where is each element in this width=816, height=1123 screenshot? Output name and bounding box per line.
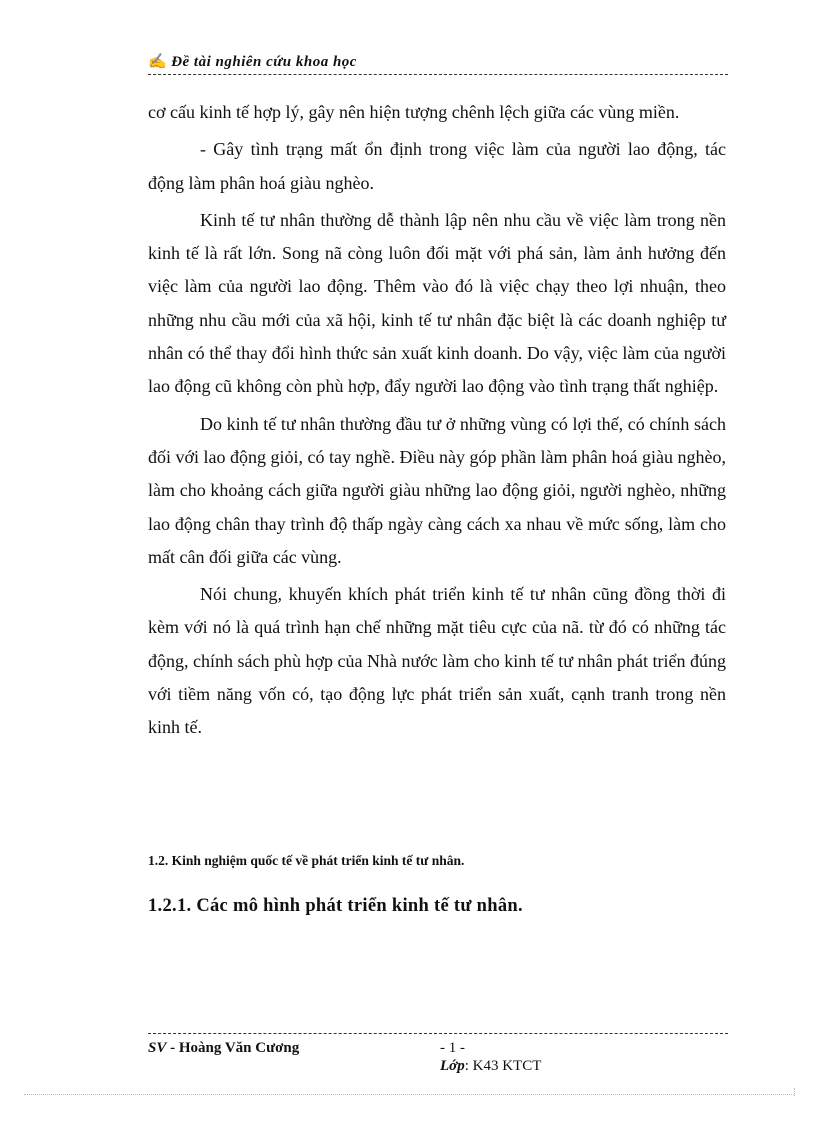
subsection-heading: 1.2.1. Các mô hình phát triển kinh tế tư nhân.: [148, 896, 523, 916]
page-number: - 1 -: [440, 1040, 465, 1056]
header-title-line: [148, 52, 357, 71]
footer-divider: [148, 1033, 728, 1034]
section-heading: 1.2. Kinh nghiệm quốc tế về phát triển kinh tế tư nhân.: [148, 853, 465, 868]
footer-student: [148, 1040, 299, 1057]
header-title: Đề tài nghiên cứu khoa học: [171, 54, 357, 70]
header-divider: [148, 74, 728, 75]
page-bottom-edge: [24, 1094, 794, 1095]
paragraph-1: cơ cấu kinh tế hợp lý, gây nên hiện tượng chênh lệch giữa các vùng miền.: [148, 102, 680, 122]
page-corner-mark: [794, 1088, 795, 1096]
student-label: SV: [148, 1040, 167, 1056]
document-body: [148, 96, 726, 749]
footer-class: [440, 1058, 541, 1075]
paragraph-5: Nói chung, khuyến khích phát triển kinh tế tư nhân cũng đồng thời đi kèm với nó là quá trình hạn chế những mặt tiêu cực của nã. từ đó có những tác động, chính sách phù hợp của Nhà nước làm cho kinh tế tư nhân phát triển đúng với tiềm năng vốn có, tạo động lực phát triển sản xuất, cạnh tranh trong nền kinh tế.: [148, 584, 726, 738]
paragraph-4: Do kinh tế tư nhân thường đầu tư ở những vùng có lợi thế, có chính sách đối với lao động giỏi, có tay nghề. Điều này góp phần làm phân hoá giàu nghèo, làm cho khoảng cách giữa người giàu những lao động giỏi, người nghèo, những lao động chân thay trình độ thấp ngày càng cách xa nhau về mức sống, làm cho mất cân đối giữa các vùng.: [148, 413, 726, 567]
paragraph-3: Kinh tế tư nhân thường dễ thành lập nên nhu cầu về việc làm trong nền kinh tế là rất lớn. Song nã còng luôn đối mặt với phá sản, làm ảnh hưởng đến việc làm của người lao động. Thêm vào đó là việc chạy theo lợi nhuận, theo những nhu cầu mới của xã hội, kinh tế tư nhân đặc biệt là các doanh nghiệp tư nhân có thể thay đổi hình thức sản xuất kinh doanh. Do vậy, việc làm của người lao động cũ không còn phù hợp, đẩy người lao động vào tình trạng thất nghiệp.: [148, 209, 726, 397]
paragraph-2: - Gây tình trạng mất ổn định trong việc làm của người lao động, tác động làm phân hoá giàu nghèo.: [148, 139, 726, 193]
page-header: [148, 48, 728, 76]
student-name: - Hoàng Văn Cương: [170, 1040, 300, 1056]
class-label: Lớp: [440, 1058, 465, 1074]
class-value: : K43 KTCT: [464, 1058, 542, 1074]
pen-icon: ✍: [148, 54, 168, 70]
